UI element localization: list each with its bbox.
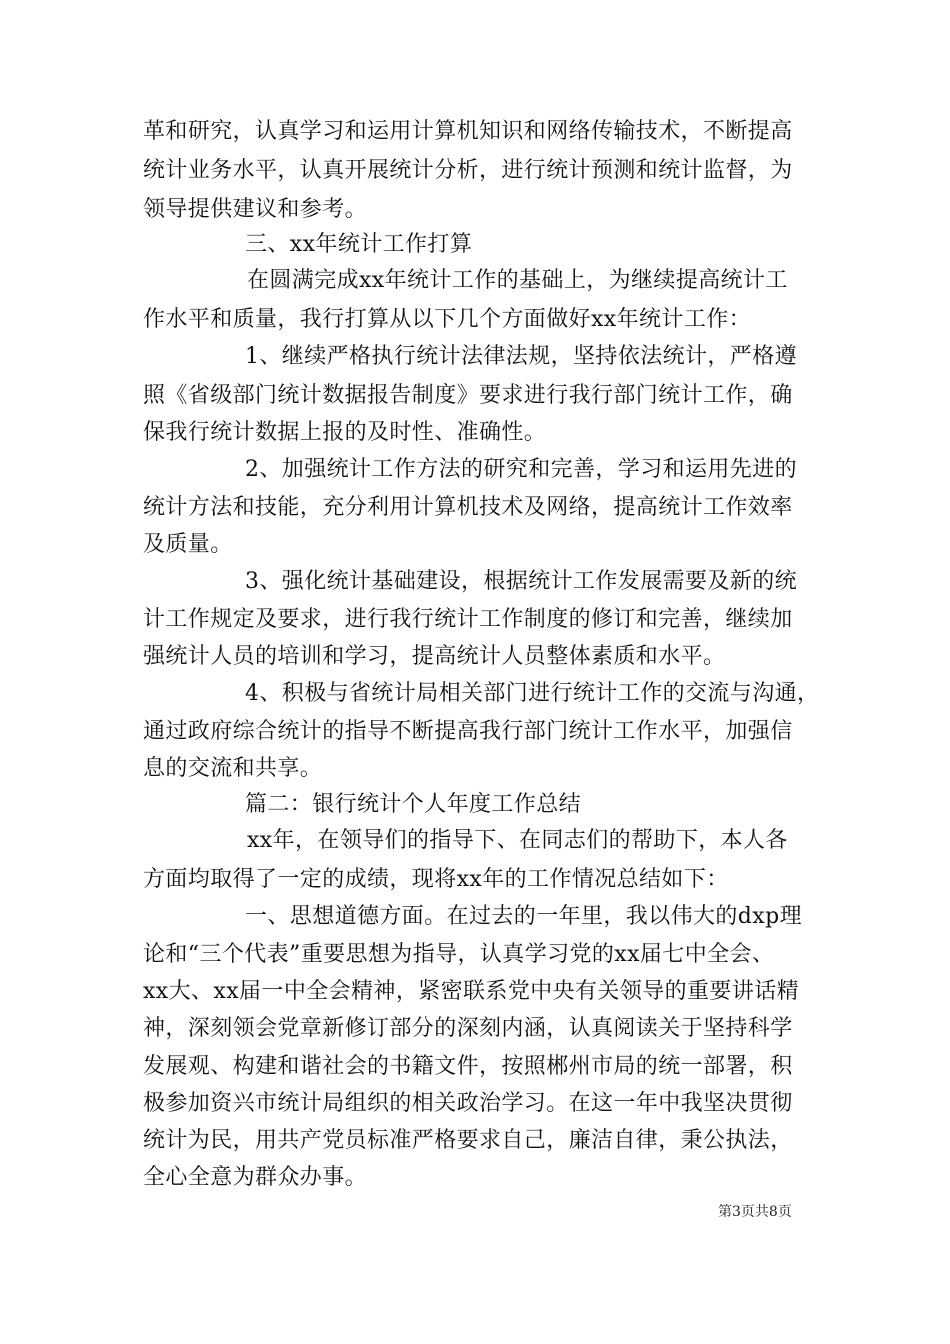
text-line: 方面均取得了一定的成绩，现将xx年的工作情况总结如下： (143, 867, 729, 892)
page-number-footer: 第3页共8页 (718, 1204, 792, 1220)
text-line: 统计为民，用共产党员标准严格要求自己，廉洁自律，秉公执法， (143, 1128, 793, 1153)
text-line: 极参加资兴市统计局组织的相关政治学习。在这一年中我坚决贯彻 (143, 1091, 793, 1116)
text-line: 一、思想道德方面。在过去的一年里，我以伟大的dxp理 (245, 904, 802, 929)
text-line: 发展观、构建和谐社会的书籍文件，按照郴州市局的统一部署，积 (143, 1054, 793, 1079)
text-line: 2、加强统计工作方法的研究和完善，学习和运用先进的 (245, 457, 797, 482)
text-line: 神，深刻领会党章新修订部分的深刻内涵，认真阅读关于坚持科学 (143, 1016, 793, 1041)
text-line: 领导提供建议和参考。 (143, 197, 368, 222)
text-line: 作水平和质量，我行打算从以下几个方面做好xx年统计工作： (143, 307, 752, 332)
text-line: 在圆满完成xx年统计工作的基础上，为继续提高统计工 (247, 268, 788, 293)
text-line: 3、强化统计基础建设，根据统计工作发展需要及新的统 (245, 569, 797, 594)
text-line: 革和研究，认真学习和运用计算机知识和网络传输技术，不断提高 (143, 119, 793, 144)
article-heading: 篇二：银行统计个人年度工作总结 (245, 792, 582, 817)
text-line: 通过政府综合统计的指导不断提高我行部门统计工作水平，加强信 (143, 719, 793, 744)
text-line: 论和“三个代表”重要思想为指导，认真学习党的xx届七中全会、 (143, 942, 775, 967)
text-line: 4、积极与省统计局相关部门进行统计工作的交流与沟通， (245, 681, 820, 706)
text-line: 息的交流和共享。 (143, 756, 323, 781)
text-line: 及质量。 (143, 532, 233, 557)
text-line: 计工作规定及要求，进行我行统计工作制度的修订和完善，继续加 (143, 607, 793, 632)
text-line: 照《省级部门统计数据报告制度》要求进行我行部门统计工作，确 (143, 383, 793, 408)
text-line: 1、继续严格执行统计法律法规，坚持依法统计，严格遵 (245, 344, 797, 369)
text-line: 全心全意为群众办事。 (143, 1165, 368, 1190)
text-line: xx年，在领导们的指导下、在同志们的帮助下，本人各 (247, 828, 788, 853)
text-line: 统计方法和技能，充分利用计算机技术及网络，提高统计工作效率 (143, 495, 793, 520)
text-line: 保我行统计数据上报的及时性、准确性。 (143, 420, 547, 445)
section-heading: 三、xx年统计工作打算 (245, 232, 473, 257)
text-line: 统计业务水平，认真开展统计分析，进行统计预测和统计监督，为 (143, 158, 793, 183)
text-line: 强统计人员的培训和学习，提高统计人员整体素质和水平。 (143, 644, 726, 669)
text-line: xx大、xx届一中全会精神，紧密联系党中央有关领导的重要讲话精 (143, 979, 800, 1004)
